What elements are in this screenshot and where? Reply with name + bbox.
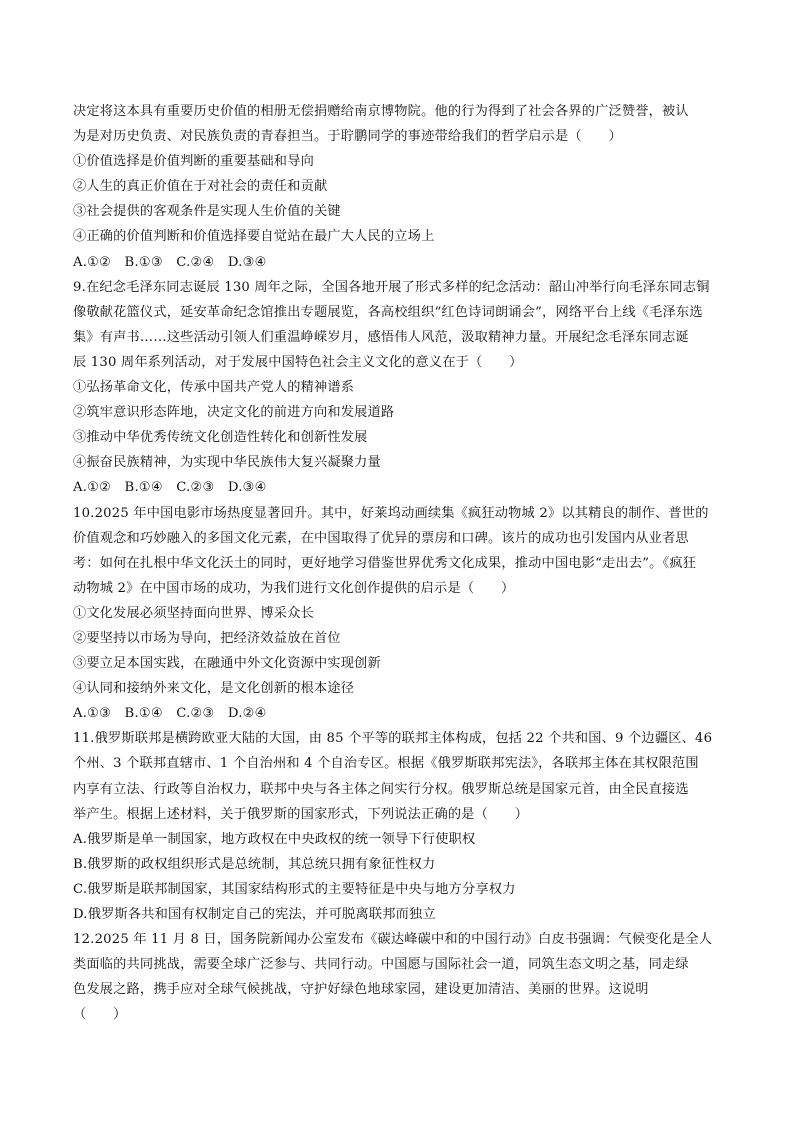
- option-statement: ④正确的价值判断和价值选择要自觉站在最广大人民的立场上: [73, 229, 435, 245]
- question-10-stem: 价值观念和巧妙融入的多国文化元素，在中国取得了优异的票房和口碑。该片的成功也引发国内从业者思: [73, 530, 689, 546]
- answer-choices: A.①③ B.①④ C.②③ D.②④: [73, 706, 267, 722]
- question-12-stem: 类面临的共同挑战，需要全球广泛参与、共同行动。中国愿与国际社会一道，同筑生态文明之基，同走绿: [73, 957, 689, 973]
- question-10-stem: 动物城 2》在中国市场的成功，为我们进行文化创作提供的启示是（ ）: [73, 580, 515, 596]
- option-statement: ①价值选择是价值判断的重要基础和导向: [73, 154, 314, 170]
- text-line: 为是对历史负责、对民族负责的青春担当。于聍鹏同学的事迹带给我们的哲学启示是（ ）: [73, 129, 622, 145]
- question-11-stem: 举产生。根据上述材料，关于俄罗斯的国家形式，下列说法正确的是（ ）: [73, 806, 529, 822]
- question-9-stem: 像敬献花篮仪式，延安革命纪念馆推出专题展览，各高校组织“红色诗词朗诵会”，网络平台上线《毛泽东选: [73, 304, 703, 320]
- answer-option: C.俄罗斯是联邦制国家，其国家结构形式的主要特征是中央与地方分享权力: [73, 881, 516, 897]
- question-10-stem: 10.2025 年中国电影市场热度显著回升。其中，好莱坞动画续集《疯狂动物城 2》以其精良的制作、普世的: [73, 505, 709, 521]
- question-9-stem: 9.在纪念毛泽东同志诞辰 130 周年之际，全国各地开展了形式多样的纪念活动：韶山冲举行向毛泽东同志铜: [73, 279, 710, 295]
- answer-option: B.俄罗斯的政权组织形式是总统制，其总统只拥有象征性权力: [73, 856, 436, 872]
- question-12-stem: （ ）: [73, 1007, 127, 1023]
- option-statement: ③要立足本国实践，在融通中外文化资源中实现创新: [73, 656, 381, 672]
- option-statement: ③推动中华优秀传统文化创造性转化和创新性发展: [73, 430, 368, 446]
- question-9-stem: 辰 130 周年系列活动，对于发展中国特色社会主义文化的意义在于（ ）: [73, 354, 523, 370]
- question-text-block: [73, 99, 723, 1027]
- question-9-stem: 集》有声书……这些活动引领人们重温峥嵘岁月，感悟伟人风范，汲取精神力量。开展纪念毛泽东同志诞: [73, 329, 689, 345]
- option-statement: ①弘扬革命文化，传承中国共产党人的精神谱系: [73, 380, 355, 396]
- question-12-stem: 12.2025 年 11 月 8 日，国务院新闻办公室发布《碳达峰碳中和的中国行动》白皮书强调：气候变化是全人: [73, 932, 713, 948]
- question-12-stem: 色发展之路，携手应对全球气候挑战，守护好绿色地球家园，建设更加清洁、美丽的世界。这说明: [73, 982, 649, 998]
- answer-option: A.俄罗斯是单一制国家，地方政权在中央政权的统一领导下行使职权: [73, 831, 476, 847]
- option-statement: ②要坚持以市场为导向，把经济效益放在首位: [73, 630, 341, 646]
- option-statement: ④认同和接纳外来文化，是文化创新的根本途径: [73, 681, 355, 697]
- answer-choices: A.①② B.①④ C.②③ D.③④: [73, 480, 267, 496]
- option-statement: ①文化发展必须坚持面向世界、博采众长: [73, 605, 314, 621]
- text-line: 决定将这本具有重要历史价值的相册无偿捐赠给南京博物院。他的行为得到了社会各界的广泛赞誉，被认: [73, 104, 689, 119]
- answer-choices: A.①② B.①③ C.②④ D.③④: [73, 254, 267, 270]
- question-11-stem: 内享有立法、行政等自治权力，联邦中央与各主体之间实行分权。俄罗斯总统是国家元首，由全民直接选: [73, 781, 689, 797]
- option-statement: ②筑牢意识形态阵地，决定文化的前进方向和发展道路: [73, 405, 395, 421]
- option-statement: ④振奋民族精神，为实现中华民族伟大复兴凝聚力量: [73, 455, 381, 471]
- question-11-stem: 个州、3 个联邦直辖市、1 个自治州和 4 个自治专区。根据《俄罗斯联邦宪法》，各联邦主体在其权限范围: [73, 756, 699, 772]
- option-statement: ③社会提供的客观条件是实现人生价值的关键: [73, 204, 341, 220]
- option-statement: ②人生的真正价值在于对社会的责任和贡献: [73, 179, 328, 195]
- answer-option: D.俄罗斯各共和国有权制定自己的宪法，并可脱离联邦而独立: [73, 907, 436, 922]
- question-10-stem: 考：如何在扎根中华文化沃土的同时，更好地学习借鉴世界优秀文化成果，推动中国电影“走出去”。《疯狂: [73, 555, 697, 571]
- question-11-stem: 11.俄罗斯联邦是横跨欧亚大陆的大国，由 85 个平等的联邦主体构成，包括 22 个共和国、9 个边疆区、46: [73, 731, 713, 747]
